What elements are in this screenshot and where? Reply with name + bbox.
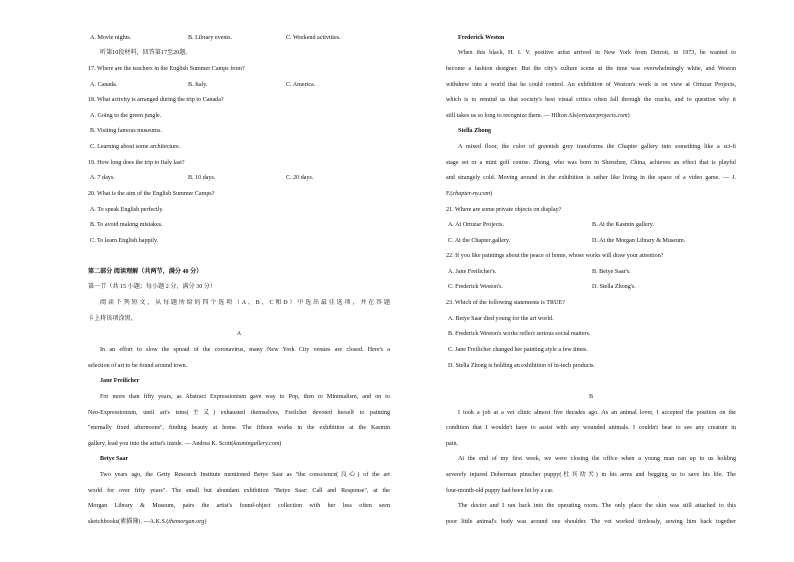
frederick-line-1: When this black, H. I. V. positive artist arrived in New York from Detroit, in 1973, he wanted to [458, 50, 736, 56]
jane-heading: Jane Freilicher [100, 378, 140, 384]
material-intro: 听第10段材料，回答第17至20题。 [100, 50, 192, 56]
q20-option-c: C. To learn English happily. [90, 238, 159, 244]
jane-line-1: For more than fifty years, as Abstract Expressionism gave way to Pop, then to Minimalism, and on to [100, 394, 390, 400]
stella-line-3: and strangely cold. Moving around in the exhibition is rather like living in the space of a video game. — J. [446, 175, 736, 181]
passage-b-line-2: condition that I wouldn't have to assist with any wounded animals. I couldn't bear to see any creature in [446, 425, 736, 431]
q23-option-b: B. Frederick Weston's works reflect serious social matters. [448, 331, 591, 337]
jane-line-4: gallery, lead you into the artist's inside. — Andrea K. Scott(kasmingallery.com) [88, 441, 282, 447]
q21-stem: 21. Where are some private objects on display? [446, 207, 562, 213]
jane-line-3: "eternally fixed afternoons", finding beauty at home. The fifteen works in the exhibition at the Kasmin [88, 425, 390, 431]
q18-option-a: A. Going to the green jungle. [90, 113, 162, 119]
q22-options-row-1: A. Jane Freilicher's. B. Betye Saar's. [448, 269, 631, 275]
q21-options-row-1: A. At Ortuzar Projects. B. At the Kasmin gallery. [448, 222, 654, 228]
betye-heading: Betye Saar [100, 456, 129, 462]
passage-b-line-1: I took a job at a vet clinic almost five decades ago. As an animal lover, I accepted the position on the [458, 410, 736, 416]
frederick-line-2: become a fashion designer. But the city's culture scene at the time was overwhelmingly white, and Weston [446, 66, 736, 72]
stella-line-2: stage set or a mini golf course. Zhong, who was born in Shenzhen, China, achieves an effect that is playful [446, 160, 736, 166]
passage-b-line-3: pain. [446, 441, 459, 447]
passage-b-line-8: poor little animal's body was around one shoulder. The vet worked tirelessly, sewing him back together [446, 519, 736, 525]
instructions-line-1: 阅读下列短文，从每题所给的四个选项（A、B、C和D）中选出最佳选项，并在答题 [100, 300, 390, 306]
q19-options: A. 7 days. B. 10 days. C. 20 days. [90, 175, 314, 181]
stella-source: chapter-ny.com [452, 191, 491, 197]
betye-line-3: Morgan Library & Museum, pairs the artist's found-object collection with her less often seen [88, 503, 390, 509]
passage-b-line-4: At the end of my first week, we were closing the office when a young man ran up to us holding [458, 456, 736, 462]
jane-line-2: Neo-Expressionism, until art's isms(主义) exhausted themselves, Freilcher devoted herself to painting [88, 410, 390, 416]
passage-a-label: A [236, 331, 242, 337]
stella-heading: Stella Zhong [458, 128, 492, 134]
frederick-source: ortuzarprojects.com [578, 113, 628, 119]
q23-option-d: D. Stella Zhong is holding an exhibition of hi-tech products. [448, 363, 596, 369]
instructions-line-2: 卡上将该项涂黑。 [88, 316, 137, 322]
q17-options: A. Canada. B. Italy. C. America. [90, 82, 316, 88]
q23-option-a: A. Betye Saar died young for the art world. [448, 316, 554, 322]
betye-line-1: Two years ago, the Getty Research Institute mentioned Betye Saar as "the conscience(良心) of the art [100, 472, 390, 478]
q18-stem: 18. What activity is arranged during the trip to Canada? [88, 97, 224, 103]
q19-stem: 19. How long does the trip to Italy last? [88, 160, 185, 166]
betye-line-2: world for over fifty years". The small but abundant exhibition "Betye Saar: Call and Response", at the [88, 488, 390, 494]
betye-source: themorgan.org [168, 519, 205, 525]
frederick-heading: Frederick Weston [458, 35, 505, 41]
q18-option-b: B. Visiting famous museums. [90, 128, 162, 134]
q21-options-row-2: C. At the Chapter gallery. D. At the Morgan Library & Museum. [448, 238, 686, 244]
passage-b-line-6: four-month-old puppy had been hit by a car. [446, 488, 554, 494]
q22-stem: 22. If you like paintings about the peace of home, whose works will draw your attention? [446, 253, 664, 259]
intro-line-1: In an effort to slow the spread of the coronavirus, many New York City venues are closed. Here's a [100, 347, 390, 353]
q18-option-c: C. Learning about some architecture. [90, 144, 181, 150]
stella-line-4: F.(chapter-ny.com) [446, 191, 493, 197]
q20-option-b: B. To avoid making mistakes. [90, 222, 163, 228]
passage-b-label: B [588, 394, 594, 400]
section1-title: 第一节（共 15 小题；每小题 2 分，满分 30 分） [88, 284, 216, 290]
q20-stem: 20. What is the aim of the English Summer Camps? [88, 191, 215, 197]
q22-options-row-2: C. Frederick Weston's. D. Stella Zhong's. [448, 284, 636, 290]
q23-option-c: C. Jane Freilicher changed her painting style a few times. [448, 347, 588, 353]
passage-b-line-5: severely injured Doberman pinscher puppy(杜宾幼犬) in his arms and begging us to save his life. The [446, 472, 736, 478]
passage-b-line-7: The doctor and I ran back into the operating room. The only place the skin was still attached to this [458, 503, 736, 509]
q16-options: A. Movie nights. B. Library events. C. Weekend activities. [90, 35, 341, 41]
intro-line-2: selection of art to be found around town. [88, 363, 188, 369]
part2-title: 第二部分 阅读理解（共两节，满分 40 分） [88, 269, 203, 275]
betye-line-4: sketchbooks(素描簿). —A.K.S.(themorgan.org) [88, 519, 207, 525]
frederick-line-5: still takes us so long to recognize them. — Hilton Als(ortuzarprojects.com) [446, 113, 630, 119]
q23-stem: 23. Which of the following statements is TRUE? [446, 300, 565, 306]
stella-line-1: A mixed floor, the color of greenish grey transforms the Chapter gallery into something like a sci-fi [458, 144, 736, 150]
jane-source: kasmingallery.com [233, 441, 280, 447]
q20-option-a: A. To speak English perfectly. [90, 207, 164, 213]
q17-stem: 17. Where are the teachers in the English Summer Camps from? [88, 66, 245, 72]
frederick-line-4: which is to remind us that society's best visual critics often fall through the cracks, and to question why it [446, 97, 736, 103]
frederick-line-3: withdrew into a world that he could control. An exhibition of Weston's work is on view at Ortuzar Projects, [446, 82, 736, 88]
